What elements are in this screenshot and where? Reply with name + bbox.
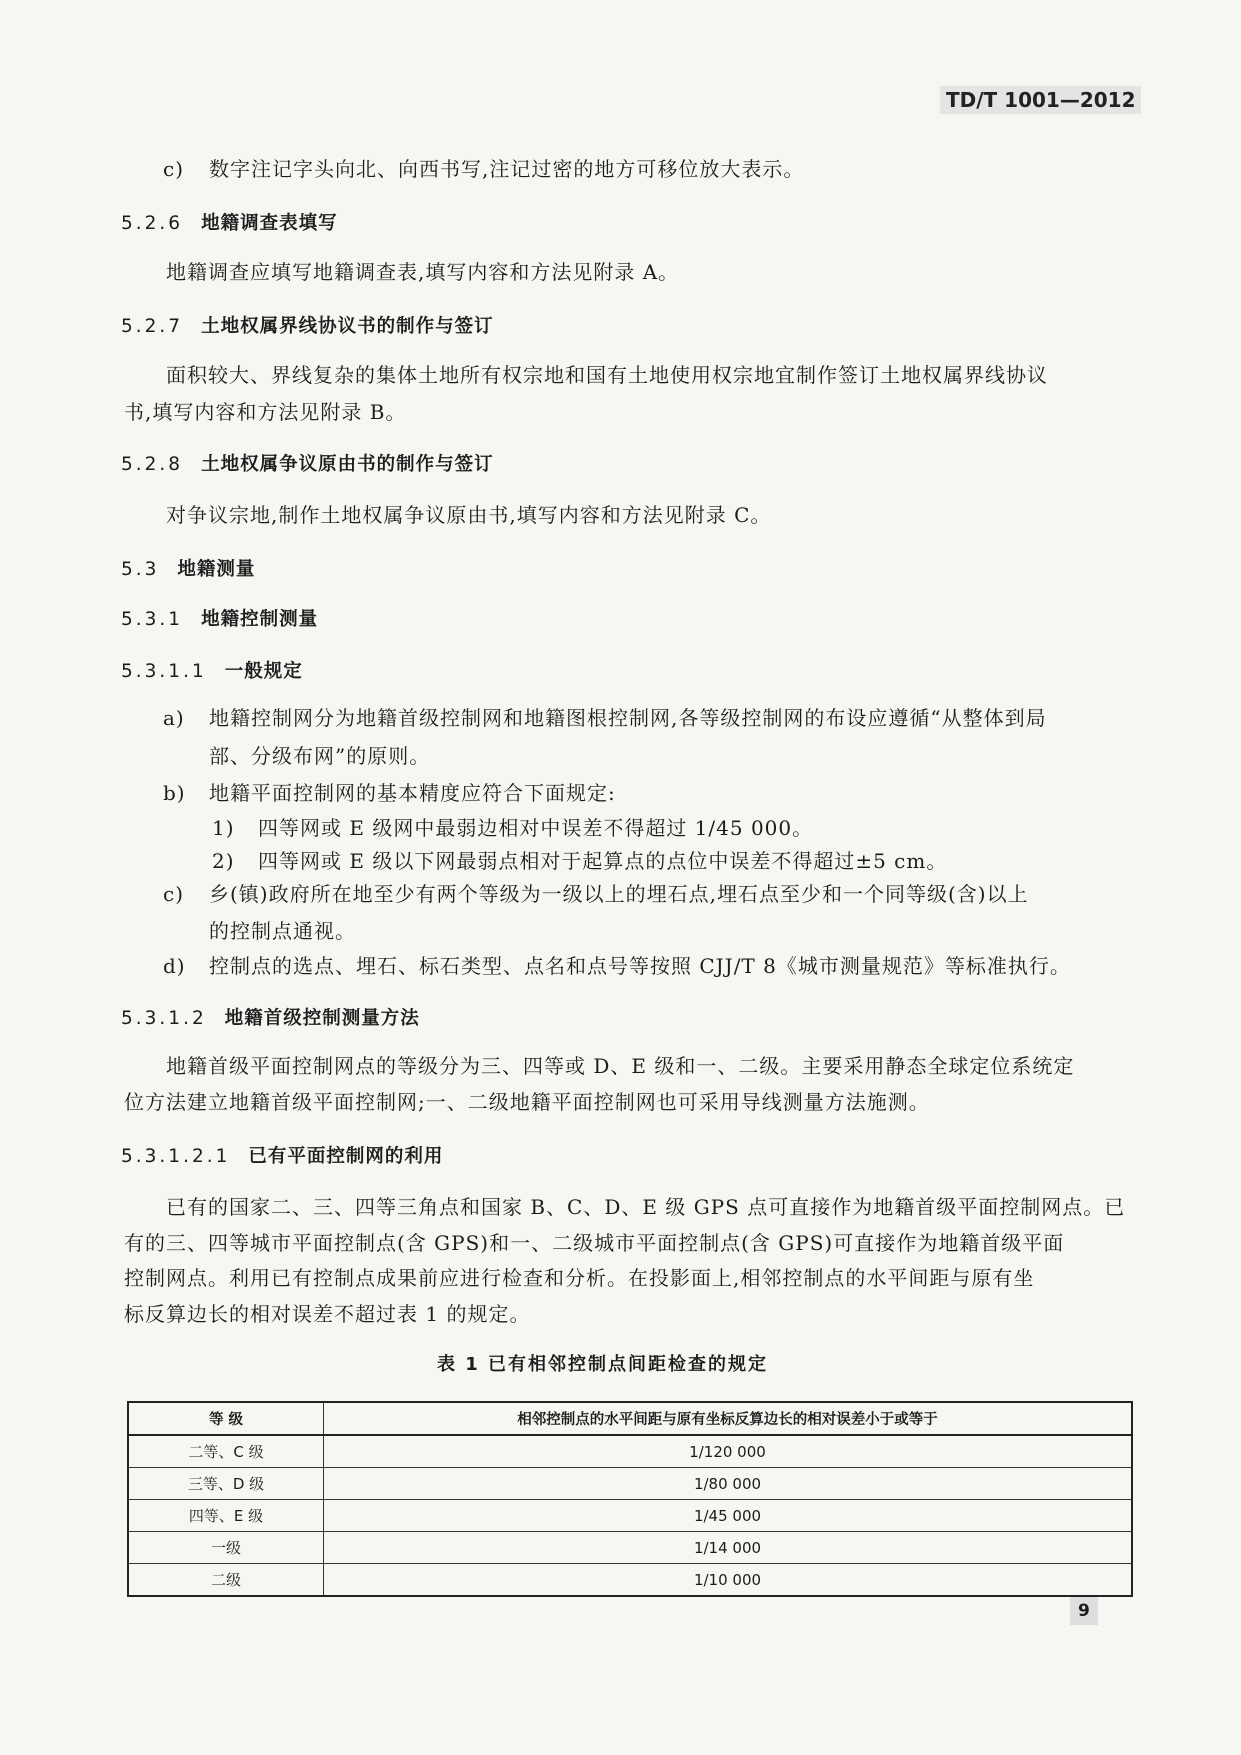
list-label: c) [163,882,185,906]
section-title: 土地权属界线协议书的制作与签订 [201,316,494,337]
section-title: 地籍测量 [177,559,256,580]
list-text: 地籍平面控制网的基本精度应符合下面规定: [209,781,616,805]
list-item-continuation: 的控制点通视。 [209,919,356,943]
table-row [128,1500,1132,1532]
paragraph-line: 地籍首级平面控制网点的等级分为三、四等或 D、E 级和一、二级。主要采用静态全球定位系统定 [166,1054,1075,1078]
paragraph-line: 有的三、四等城市平面控制点(含 GPS)和一、二级城市平面控制点(含 GPS)可直接作为地籍首级平面 [124,1231,1065,1255]
column-header-grade: 等 级 [128,1402,324,1435]
list-label: 2) [212,849,235,873]
paragraph-line: 已有的国家二、三、四等三角点和国家 B、C、D、E 级 GPS 点可直接作为地籍首级平面控制网点。已 [166,1195,1126,1219]
section-5-3-heading [121,557,255,583]
section-number: 5.2.8 [121,454,184,475]
list-item-b [163,780,616,806]
paragraph-line: 书,填写内容和方法见附录 B。 [124,400,407,424]
table-row [128,1532,1132,1564]
section-title: 地籍控制测量 [201,609,319,630]
section-number: 5.3.1.2 [121,1008,207,1029]
section-number: 5.2.6 [121,213,184,234]
list-text: 控制点的选点、埋石、标石类型、点名和点号等按照 CJJ/T 8《城市测量规范》等标准执行。 [209,954,1071,978]
list-text: 数字注记字头向北、向西书写,注记过密的地方可移位放大表示。 [209,157,805,181]
list-item-d [163,953,1071,979]
section-5-2-7-heading [121,314,494,340]
list-text: 四等网或 E 级以下网最弱点相对于起算点的点位中误差不得超过±5 cm。 [258,849,948,873]
grade-cell: 一级 [128,1532,324,1564]
list-label: a) [163,706,185,730]
paragraph: 对争议宗地,制作土地权属争议原由书,填写内容和方法见附录 C。 [166,503,772,527]
grade-cell: 二等、C 级 [128,1435,324,1468]
section-title: 地籍调查表填写 [201,213,338,234]
value-cell: 1/45 000 [324,1500,1133,1532]
list-label: 1) [212,816,235,840]
section-5-2-6-heading [121,211,338,237]
value-cell: 1/120 000 [324,1435,1133,1468]
value-cell: 1/14 000 [324,1532,1133,1564]
list-label: b) [163,781,186,805]
section-number: 5.3 [121,559,160,580]
spacing-check-table [127,1401,1133,1597]
section-5-2-8-heading [121,452,494,478]
list-item-a [163,705,1047,731]
table-caption: 表 1 已有相邻控制点间距检查的规定 [437,1354,769,1375]
section-title: 一般规定 [224,661,303,682]
list-text: 四等网或 E 级网中最弱边相对中误差不得超过 1/45 000。 [258,816,814,840]
list-text: 地籍控制网分为地籍首级控制网和地籍图根控制网,各等级控制网的布设应遵循“从整体到局 [209,706,1047,730]
grade-cell: 二级 [128,1564,324,1597]
list-item-continuation: 部、分级布网”的原则。 [209,744,431,768]
grade-cell: 三等、D 级 [128,1468,324,1500]
list-item-c-display [163,156,804,182]
table-row [128,1564,1132,1597]
list-label: d) [163,954,186,978]
section-title: 地籍首级控制测量方法 [224,1008,420,1029]
section-5-3-1-1-heading [121,659,303,685]
value-cell: 1/80 000 [324,1468,1133,1500]
column-header-relative-error: 相邻控制点的水平间距与原有坐标反算边长的相对误差小于或等于 [324,1402,1133,1435]
table-row [128,1468,1132,1500]
page-number: 9 [1070,1597,1098,1625]
list-text: 乡(镇)政府所在地至少有两个等级为一级以上的埋石点,埋石点至少和一个同等级(含)以上 [209,882,1029,906]
paragraph-line: 控制网点。利用已有控制点成果前应进行检查和分析。在投影面上,相邻控制点的水平间距与原有坐 [124,1266,1035,1290]
paragraph-line: 位方法建立地籍首级平面控制网;一、二级地籍平面控制网也可采用导线测量方法施测。 [124,1090,930,1114]
section-5-3-1-heading [121,607,318,633]
section-title: 土地权属争议原由书的制作与签订 [201,454,494,475]
value-cell: 1/10 000 [324,1564,1133,1597]
list-label: c) [163,157,185,181]
section-number: 5.3.1 [121,609,184,630]
section-5-3-1-2-1-heading [121,1144,443,1170]
sub-item-1 [212,815,813,841]
paragraph-line: 面积较大、界线复杂的集体土地所有权宗地和国有土地使用权宗地宜制作签订土地权属界线协议 [166,363,1048,387]
section-number: 5.3.1.2.1 [121,1146,231,1167]
section-title: 已有平面控制网的利用 [248,1146,444,1167]
document-code: TD/T 1001—2012 [940,86,1141,114]
paragraph: 地籍调查应填写地籍调查表,填写内容和方法见附录 A。 [166,260,680,284]
section-5-3-1-2-heading [121,1006,420,1032]
section-number: 5.2.7 [121,316,184,337]
table-row [128,1435,1132,1468]
section-number: 5.3.1.1 [121,661,207,682]
sub-item-2 [212,848,947,874]
grade-cell: 四等、E 级 [128,1500,324,1532]
paragraph-line: 标反算边长的相对误差不超过表 1 的规定。 [124,1302,531,1326]
list-item-c [163,881,1029,907]
table-header-row [128,1402,1132,1435]
